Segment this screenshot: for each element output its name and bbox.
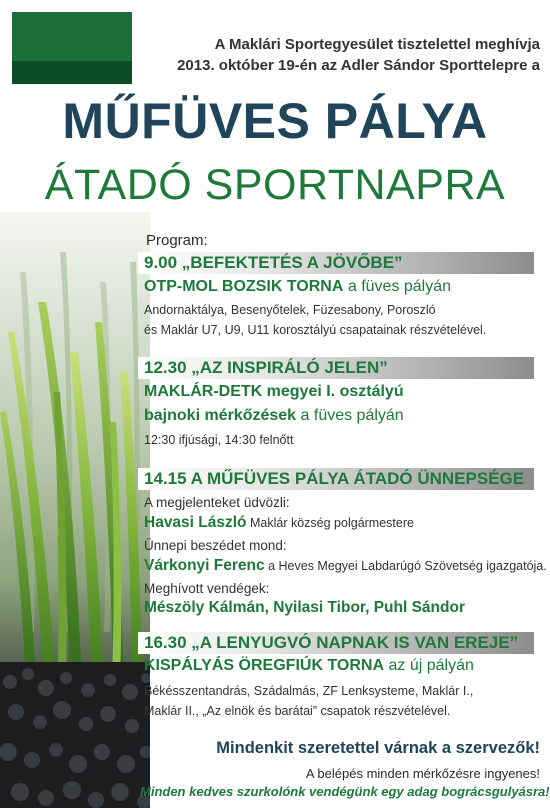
- guests-line: [144, 599, 465, 617]
- greeter-name: Havasi László: [144, 514, 247, 531]
- section-detail-1a: Andornaktálya, Besenyőtelek, Füzesabony, Poroszló: [144, 303, 436, 317]
- section-detail-4b: Maklár II., „Az elnök és barátai” csapatok részvételével.: [144, 704, 451, 718]
- intro-line-2: 2013. október 19-én az Adler Sándor Sporttelepre a: [177, 57, 540, 74]
- grass-illustration: [0, 212, 150, 808]
- section-heading-4: 16.30 „A LENYUGVÓ NAPNAK IS VAN EREJE”: [144, 633, 519, 652]
- section-event-1: [144, 278, 451, 296]
- event-location-4: az új pályán: [384, 657, 474, 674]
- main-title: MŰFÜVES PÁLYA: [62, 93, 488, 149]
- section-heading-2: 12.30 „AZ INSPIRÁLÓ JELEN”: [144, 358, 388, 377]
- artificial-grass-image: [0, 212, 150, 808]
- greeter-line: [144, 514, 414, 532]
- event-title-2a: MAKLÁR-DETK megyei I. osztályú: [144, 383, 404, 400]
- greeter-role: Maklár község polgármestere: [246, 516, 414, 530]
- footer-goulash: Minden kedves szurkolónk vendégünk egy adag bográcsgulyásra!: [140, 784, 550, 799]
- speaker-name: Várkonyi Ferenc: [144, 557, 265, 574]
- event-title-2b: bajnoki mérkőzések: [144, 407, 297, 424]
- green-corner-block: [12, 12, 132, 84]
- event-location-2: a füves pályán: [296, 407, 404, 424]
- section-event-2b: [144, 407, 404, 425]
- section-detail-4a: Békésszentandrás, Szádalmás, ZF Lenksysteme, Maklár I.,: [144, 684, 474, 698]
- footer-welcome: Mindenkit szeretettel várnak a szervezők!: [216, 739, 540, 757]
- section-heading-3: 14.15 A MŰFÜVES PÁLYA ÁTADÓ ÜNNEPSÉGE: [144, 469, 525, 488]
- main-subtitle: ÁTADÓ SPORTNAPRA: [44, 161, 506, 209]
- section-event-4: [144, 657, 474, 675]
- intro-line-1: A Maklári Sportegyesület tisztelettel meghívja: [214, 36, 540, 53]
- speaker-role: a Heves Megyei Labdarúgó Szövetség igazgatója.: [264, 559, 547, 573]
- speaker-line: [144, 557, 547, 575]
- greets-label: A megjelenteket üdvözli:: [144, 495, 290, 510]
- footer-free-entry: A belépés minden mérkőzésre ingyenes!: [305, 766, 540, 781]
- event-title-1: OTP-MOL BOZSIK TORNA: [144, 278, 344, 295]
- guests-names: Mészöly Kálmán, Nyilasi Tibor, Puhl Sándor: [144, 599, 465, 616]
- speech-label: Ünnepi beszédet mond:: [144, 538, 287, 553]
- program-label: Program:: [146, 232, 208, 249]
- invitation-intro: [140, 34, 540, 76]
- section-heading-1: 9.00 „BEFEKTETÉS A JÖVŐBE”: [144, 253, 403, 272]
- section-detail-2: 12:30 ifjúsági, 14:30 felnőtt: [144, 433, 294, 447]
- guests-label: Meghívott vendégek:: [144, 581, 270, 596]
- event-title-4: KISPÁLYÁS ÖREGFIÚK TORNA: [144, 657, 385, 674]
- section-detail-1b: és Maklár U7, U9, U11 korosztályú csapatainak részvételével.: [144, 323, 487, 337]
- section-event-2a: [144, 383, 404, 401]
- event-location-1: a füves pályán: [343, 278, 452, 295]
